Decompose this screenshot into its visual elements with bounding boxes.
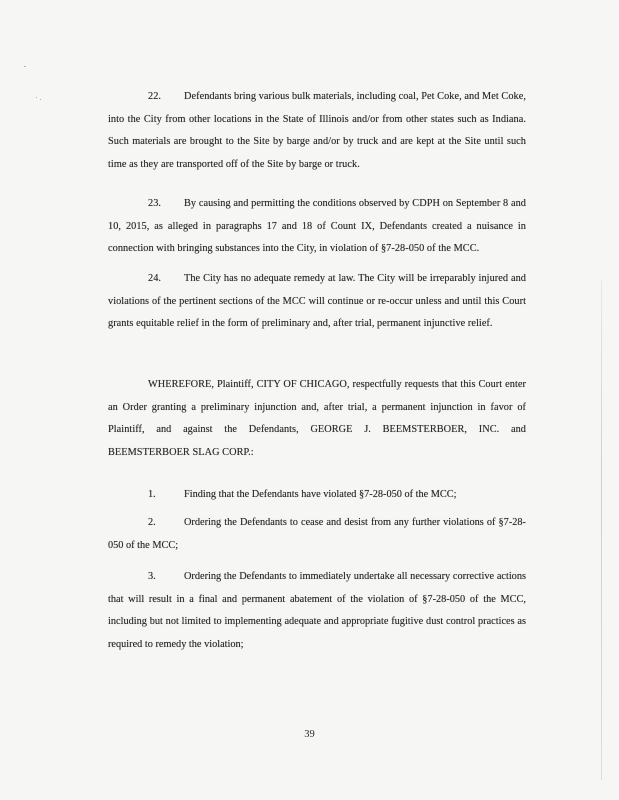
scan-speck [40, 99, 41, 100]
paragraph-number: 22. [148, 91, 162, 102]
scan-edge-line [601, 280, 602, 780]
scan-speck [36, 97, 37, 98]
item-text: Ordering the Defendants to cease and desist from any further violations of §7-28-050 of the MCC; [108, 517, 526, 551]
item-number: 2. [148, 517, 156, 528]
paragraph-text: The City has no adequate remedy at law. The City will be irreparably injured and violations of the pertinent sections of the MCC will continue or re-occur unless and until this Court grants equitable relief in the form of preliminary and, after trial, permanent injunctive relief. [108, 273, 526, 330]
paragraph-number: 23. [148, 198, 162, 209]
scan-speck [24, 66, 26, 67]
wherefore-text: WHEREFORE, Plaintiff, CITY OF CHICAGO, respectfully requests that this Court enter an Order granting a preliminary injunction and, after trial, a permanent injunction in favor of Plaintiff, and against the Defendants, GEORGE J. BEEMSTERBOER, INC. and BEEMSTERBOER SLAG CORP.: [108, 379, 526, 458]
item-number: 3. [148, 571, 156, 582]
paragraph-24 [108, 268, 526, 336]
relief-item-2 [108, 512, 526, 557]
paragraph-number: 24. [148, 273, 162, 284]
paragraph-text: By causing and permitting the conditions observed by CDPH on September 8 and 10, 2015, as alleged in paragraphs 17 and 18 of Count IX, Defendants created a nuisance in connection with bringing substances into the City, in violation of §7-28-050 of the MCC. [108, 198, 526, 255]
relief-item-1 [108, 484, 526, 507]
item-text: Ordering the Defendants to immediately undertake all necessary corrective actions that will result in a final and permanent abatement of the violation of §7-28-050 of the MCC, including but not limited to implementing adequate and appropriate fugitive dust control practices as required to remedy the violation; [108, 571, 526, 650]
page-number: 39 [304, 729, 315, 740]
item-text: Finding that the Defendants have violated §7-28-050 of the MCC; [184, 489, 457, 500]
paragraph-22 [108, 86, 526, 176]
paragraph-text: Defendants bring various bulk materials, including coal, Pet Coke, and Met Coke, into the City from other locations in the State of Illinois and/or from other states such as Indiana. Such materials are brought to the Site by barge and/or by truck and are kept at the Site until such time as they are transported off of the Site by barge or truck. [108, 91, 526, 170]
item-number: 1. [148, 489, 156, 500]
paragraph-23 [108, 193, 526, 261]
relief-item-3 [108, 566, 526, 656]
wherefore-clause [108, 374, 526, 464]
